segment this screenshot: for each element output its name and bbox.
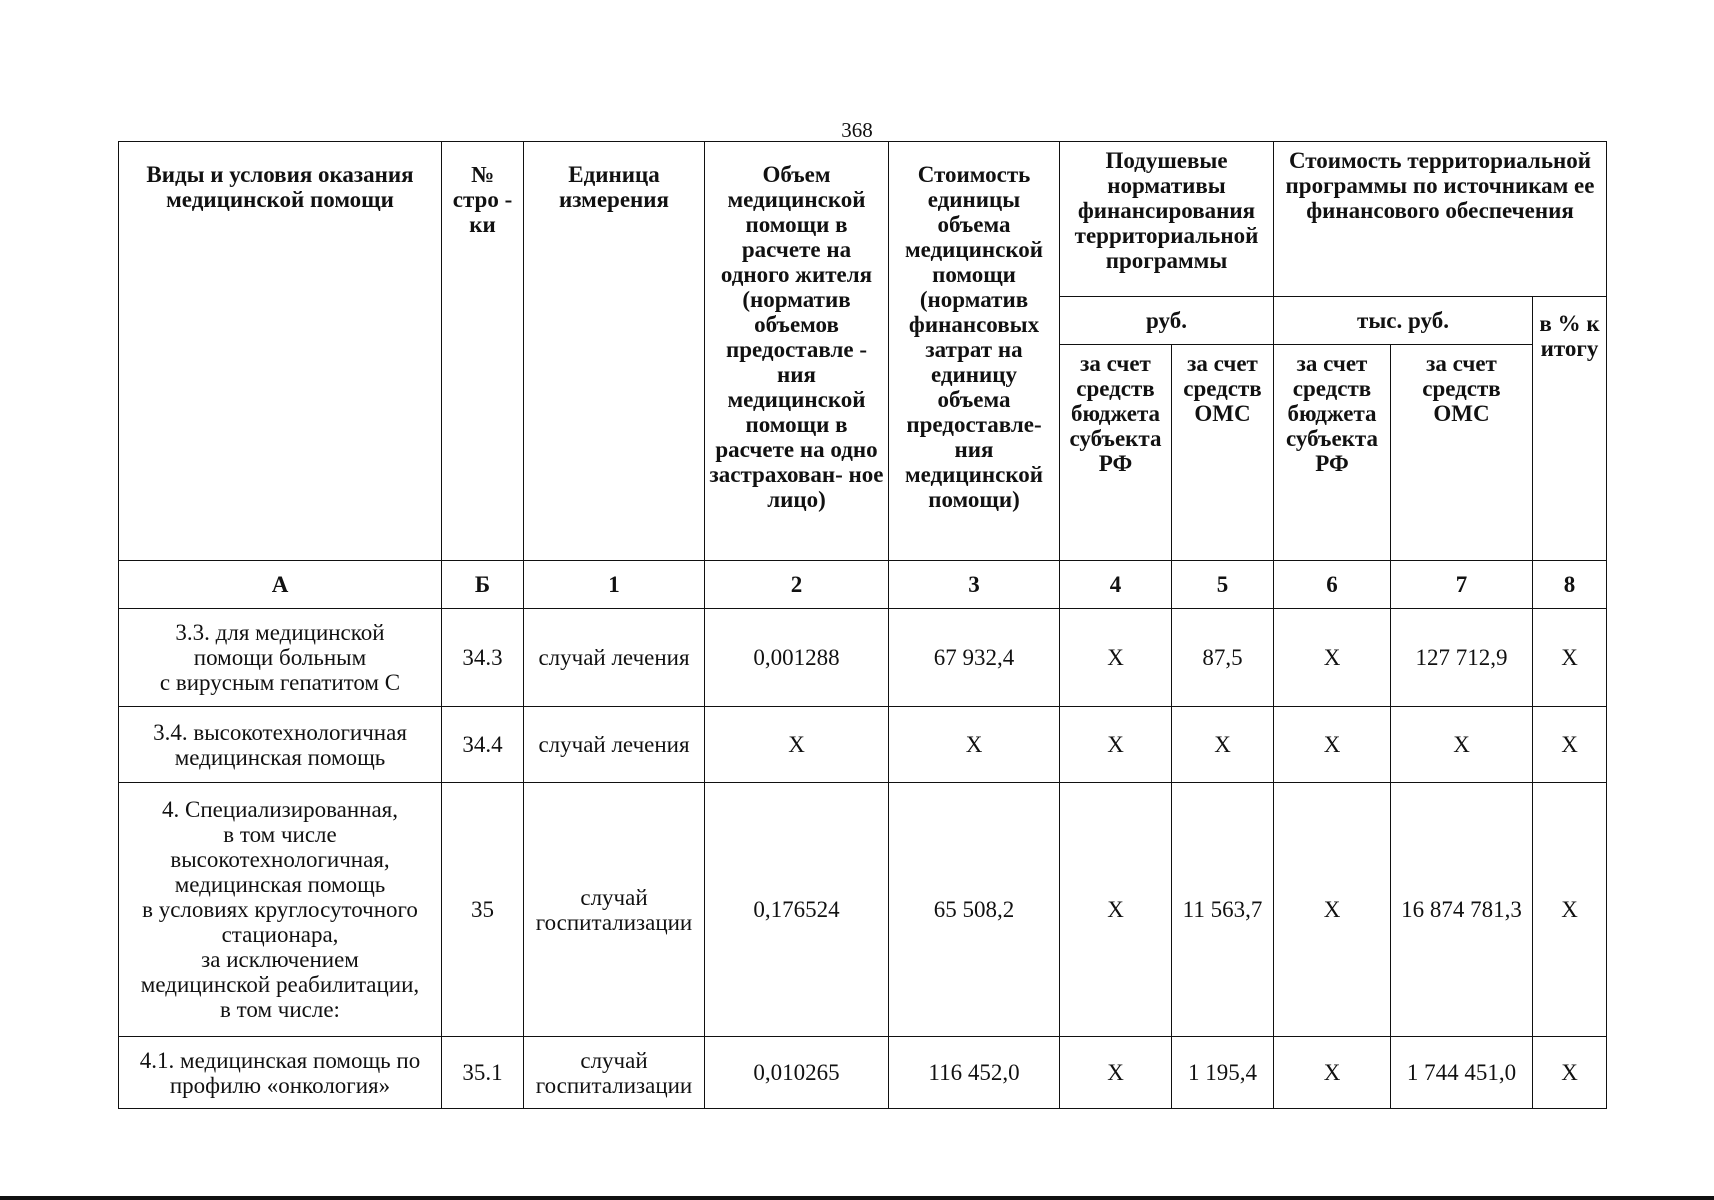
header-col-5: за счет средств ОМС	[1172, 345, 1274, 561]
row-cost: 65 508,2	[889, 783, 1060, 1037]
row-volume: 0,001288	[705, 609, 889, 707]
index-cell: 4	[1060, 561, 1172, 609]
row-col-4: Х	[1060, 609, 1172, 707]
row-col-8: Х	[1533, 783, 1607, 1037]
header-col-1: Единица измерения	[524, 142, 705, 561]
row-cost: Х	[889, 707, 1060, 783]
row-volume: 0,010265	[705, 1037, 889, 1109]
row-line-number: 35	[442, 783, 524, 1037]
header-unit-thousand-rub: тыс. руб.	[1274, 297, 1533, 345]
header-col-a: Виды и условия оказания медицинской помощи	[119, 142, 442, 561]
row-name-line: медицинская помощь	[174, 872, 386, 897]
index-cell: 2	[705, 561, 889, 609]
row-name	[119, 707, 442, 783]
index-cell: 5	[1172, 561, 1274, 609]
row-col-6: Х	[1274, 707, 1391, 783]
column-index-row	[119, 561, 1607, 609]
index-cell: 6	[1274, 561, 1391, 609]
table-row	[119, 783, 1607, 1037]
row-col-7: 1 744 451,0	[1391, 1037, 1533, 1109]
row-col-7: 127 712,9	[1391, 609, 1533, 707]
row-col-5: 1 195,4	[1172, 1037, 1274, 1109]
row-name-line: за исключением	[201, 947, 359, 972]
row-line-number: 34.4	[442, 707, 524, 783]
header-col-b: № стро - ки	[442, 142, 524, 561]
row-col-4: Х	[1060, 1037, 1172, 1109]
row-name-line: 4.1. медицинская помощь по	[139, 1047, 421, 1073]
row-cost: 67 932,4	[889, 609, 1060, 707]
row-line-number: 35.1	[442, 1037, 524, 1109]
row-col-6: Х	[1274, 1037, 1391, 1109]
page-number: 368	[841, 118, 873, 142]
row-unit: случай госпитализации	[524, 1037, 705, 1109]
table-row	[119, 1037, 1607, 1109]
index-cell: 7	[1391, 561, 1533, 609]
header-col-6: за счет средств бюджета субъекта РФ	[1274, 345, 1391, 561]
header-percent-total: в % к итогу	[1533, 297, 1607, 561]
row-name-line: в том числе	[223, 822, 337, 847]
row-unit: случай лечения	[524, 609, 705, 707]
row-name-line: медицинской реабилитации,	[140, 972, 420, 997]
index-cell: Б	[442, 561, 524, 609]
header-col-2: Объем медицинской помощи в расчете на одного жителя (норматив объемов предоставле - ния медицинской помощи в расчете на одно застрахован- ное лицо)	[705, 142, 889, 561]
table-row	[119, 707, 1607, 783]
row-unit: случай лечения	[524, 707, 705, 783]
header-unit-rub: руб.	[1060, 297, 1274, 345]
row-col-5: 11 563,7	[1172, 783, 1274, 1037]
financing-table	[118, 141, 1607, 1109]
row-name-line: 4. Специализированная,	[162, 797, 398, 822]
row-volume: 0,176524	[705, 783, 889, 1037]
row-name	[119, 783, 442, 1037]
row-name	[119, 609, 442, 707]
index-cell: 1	[524, 561, 705, 609]
row-unit: случай госпитализации	[524, 783, 705, 1037]
row-name-line: помощи больным	[193, 645, 367, 670]
row-cost: 116 452,0	[889, 1037, 1060, 1109]
row-name-line: в том числе:	[220, 997, 340, 1022]
row-col-7: Х	[1391, 707, 1533, 783]
row-col-6: Х	[1274, 609, 1391, 707]
header-group-per-capita: Подушевые нормативы финансирования территориальной программы	[1060, 142, 1274, 297]
row-col-7: 16 874 781,3	[1391, 783, 1533, 1037]
row-name	[119, 1037, 442, 1109]
row-name-line: с вирусным гепатитом С	[159, 670, 401, 695]
row-name-line: 3.3. для медицинской	[175, 620, 385, 645]
table-row	[119, 609, 1607, 707]
row-name-line: 3.4. высокотехнологичная	[153, 719, 407, 745]
row-col-6: Х	[1274, 783, 1391, 1037]
page-bottom-rule	[0, 1196, 1714, 1200]
row-col-4: Х	[1060, 783, 1172, 1037]
header-col-4: за счет средств бюджета субъекта РФ	[1060, 345, 1172, 561]
row-volume: Х	[705, 707, 889, 783]
row-name-line: медицинская помощь	[174, 744, 386, 770]
row-line-number: 34.3	[442, 609, 524, 707]
row-col-8: Х	[1533, 707, 1607, 783]
index-cell: 3	[889, 561, 1060, 609]
row-col-8: Х	[1533, 1037, 1607, 1109]
header-col-7: за счет средств ОМС	[1391, 345, 1533, 561]
row-col-8: Х	[1533, 609, 1607, 707]
row-name-line: в условиях круглосуточного	[142, 897, 418, 922]
row-name-line: стационара,	[221, 922, 339, 947]
header-group-cost: Стоимость территориальной программы по источникам ее финансового обеспечения	[1274, 142, 1607, 297]
index-cell: 8	[1533, 561, 1607, 609]
row-name-line: высокотехнологичная,	[170, 847, 390, 872]
header-col-3: Стоимость единицы объема медицинской помощи (норматив финансовых затрат на единицу объема предоставле- ния медицинской помощи)	[889, 142, 1060, 561]
row-col-5: 87,5	[1172, 609, 1274, 707]
row-name-line: профилю «онкология»	[169, 1072, 391, 1098]
row-col-5: Х	[1172, 707, 1274, 783]
row-col-4: Х	[1060, 707, 1172, 783]
index-cell: А	[119, 561, 442, 609]
